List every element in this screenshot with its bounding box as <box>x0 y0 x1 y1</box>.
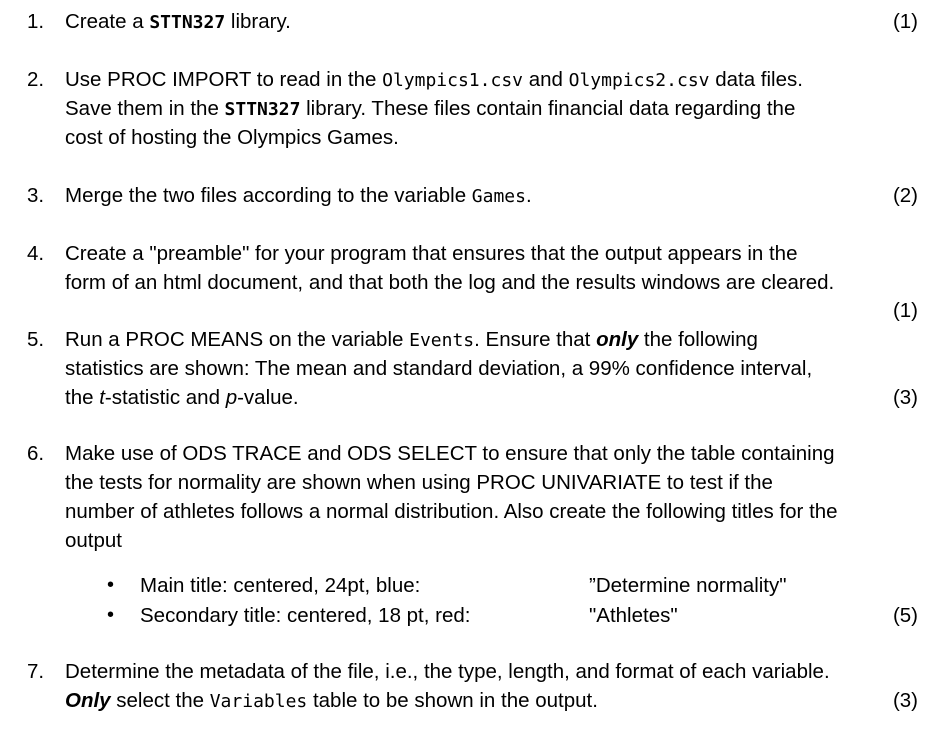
text-segment: and <box>523 68 569 91</box>
marks: (3) <box>892 386 918 409</box>
marks: (2) <box>892 184 918 207</box>
marks: (1) <box>892 299 918 322</box>
text-segment: library. <box>225 10 291 33</box>
text-segment: . <box>525 184 532 207</box>
bullet-value: ”Determine normality" <box>589 574 787 597</box>
question-number: 2. <box>27 68 45 91</box>
library-name: STTN327 <box>149 12 226 33</box>
bullet-label: Secondary title: centered, 18 pt, red: <box>140 604 471 627</box>
question-number: 3. <box>27 184 45 207</box>
text-segment: . Ensure that <box>474 328 597 351</box>
bullet-icon: • <box>107 604 115 626</box>
text-segment: Create a <box>65 10 150 33</box>
bullet-value: "Athletes" <box>589 604 678 627</box>
text-segment: -statistic and <box>104 386 226 409</box>
text-segment: the following <box>638 328 758 351</box>
text-line: Create a "preamble" for your program that ensures that the output appears in the <box>65 242 798 265</box>
bullet-label: Main title: centered, 24pt, blue: <box>140 574 421 597</box>
bullet-icon: • <box>107 574 115 596</box>
bullet-item <box>0 571 934 600</box>
italic-term: p <box>225 386 238 409</box>
emphasis: only <box>596 328 639 351</box>
question-number: 6. <box>27 442 45 465</box>
filename: Olympics1.csv <box>382 70 523 91</box>
text-segment: Run a PROC MEANS on the variable <box>65 328 410 351</box>
table-name: Variables <box>209 691 308 712</box>
italic-term: t <box>99 386 105 409</box>
text-line: cost of hosting the Olympics Games. <box>65 126 399 149</box>
text-line: statistics are shown: The mean and standard deviation, a 99% confidence interval, <box>65 357 813 380</box>
question-text <box>65 325 927 412</box>
question-text <box>65 239 927 297</box>
marks: (1) <box>892 10 918 33</box>
variable-name: Games <box>471 186 526 207</box>
text-line: output <box>65 529 122 552</box>
filename: Olympics2.csv <box>568 70 710 91</box>
question-text <box>65 657 927 715</box>
question-text <box>65 7 927 36</box>
text-segment: table to be shown in the output. <box>307 689 598 712</box>
question-text <box>65 181 927 210</box>
text-segment: data files. <box>709 68 803 91</box>
text-line: the tests for normality are shown when using PROC UNIVARIATE to test if the <box>65 471 773 494</box>
text-segment: the <box>65 386 100 409</box>
question-number: 1. <box>27 10 45 33</box>
text-line: form of an html document, and that both the log and the results windows are cleared. <box>65 271 835 294</box>
question-text <box>65 439 927 555</box>
library-name: STTN327 <box>224 99 301 120</box>
question-number: 5. <box>27 328 45 351</box>
text-line: Determine the metadata of the file, i.e., the type, length, and format of each variable. <box>65 660 830 683</box>
text-line: Make use of ODS TRACE and ODS SELECT to ensure that only the table containing <box>65 442 835 465</box>
emphasis: Only <box>65 689 111 712</box>
question-number: 7. <box>27 660 45 683</box>
text-segment: library. These files contain financial data regarding the <box>300 97 796 120</box>
question-number: 4. <box>27 242 45 265</box>
variable-name: Events <box>409 330 475 351</box>
text-segment: select the <box>110 689 210 712</box>
marks: (3) <box>892 689 918 712</box>
question-text <box>65 65 927 152</box>
text-segment: Save them in the <box>65 97 225 120</box>
bullet-item <box>0 601 934 630</box>
text-segment: -value. <box>237 386 299 409</box>
marks: (5) <box>892 604 918 627</box>
text-segment: Merge the two files according to the variable <box>65 184 472 207</box>
text-segment: Use PROC IMPORT to read in the <box>65 68 383 91</box>
text-line: number of athletes follows a normal distribution. Also create the following titles for the <box>65 500 838 523</box>
